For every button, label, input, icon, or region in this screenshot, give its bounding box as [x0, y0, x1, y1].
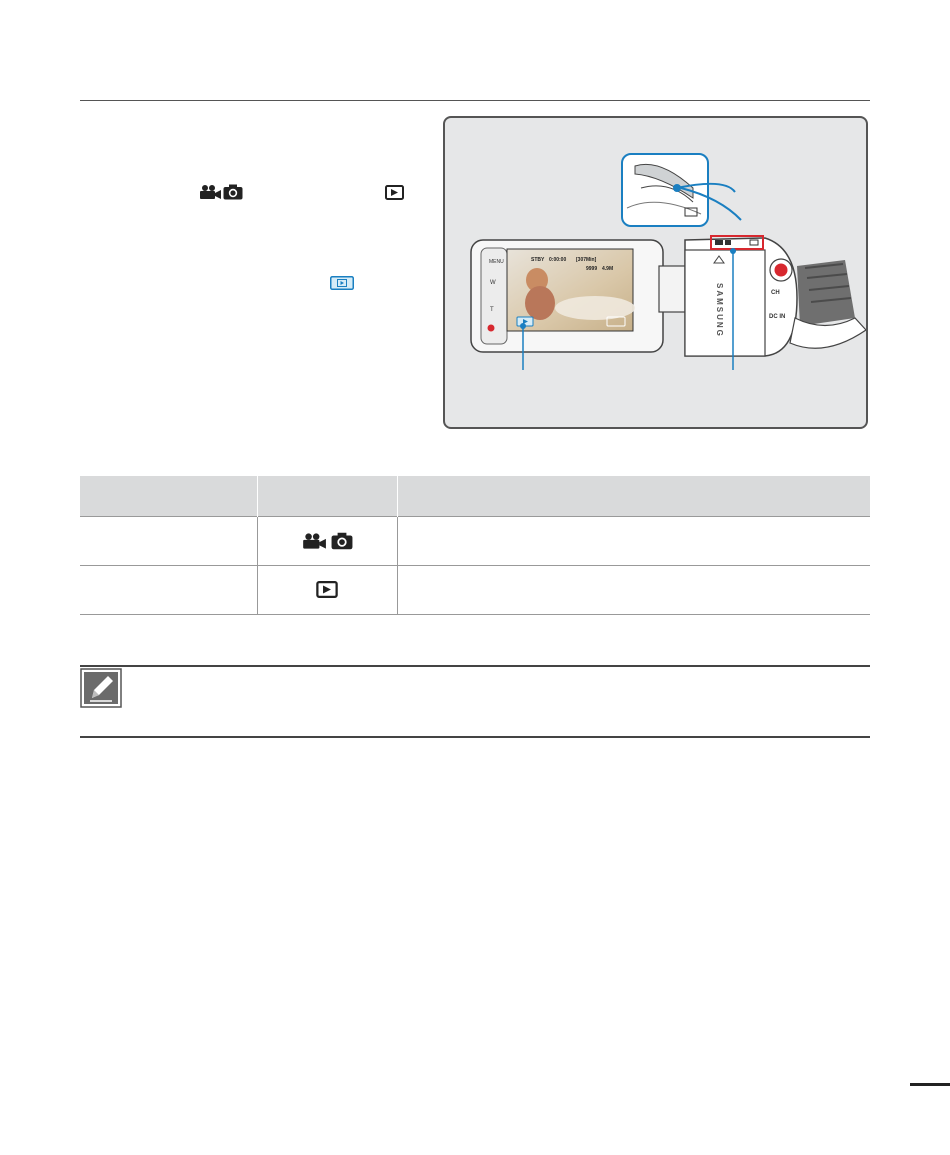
camera-icon [331, 532, 353, 550]
table-cell-icons [257, 566, 397, 615]
mode-table [80, 476, 870, 615]
play-icon [385, 185, 404, 200]
lcd-status: STBY [531, 257, 545, 263]
table-row [80, 566, 870, 615]
camcorder-figure [443, 116, 868, 429]
dc-in-label: DC IN [769, 314, 786, 320]
note-pencil-icon [80, 668, 122, 708]
table-cell-description [397, 517, 870, 566]
lcd-counter: 9999 [586, 266, 598, 272]
lcd-w-label: W [490, 280, 496, 286]
video-camera-icon [198, 184, 222, 200]
table-header-indicator [257, 476, 397, 517]
table-cell-mode [80, 517, 257, 566]
page-marker [910, 1083, 950, 1086]
lcd-remaining: [307Min] [576, 257, 597, 263]
table-cell-description [397, 566, 870, 615]
ch-jack-label: CH [771, 290, 780, 296]
table-cell-mode [80, 566, 257, 615]
camera-icon [223, 184, 243, 200]
note-bottom-rule [80, 736, 870, 738]
table-header-description [397, 476, 870, 517]
video-camera-icon [301, 532, 327, 550]
lcd-time: 0:00:00 [549, 257, 567, 263]
play-icon [316, 581, 338, 598]
table-header-mode [80, 476, 257, 517]
brand-label: SAMSUNG [715, 283, 724, 338]
play-button-icon [330, 276, 354, 290]
camcorder-illustration [445, 118, 866, 427]
header-rule [80, 100, 870, 101]
table-row [80, 517, 870, 566]
lcd-menu-label: MENU [489, 259, 504, 265]
lcd-t-label: T [490, 307, 494, 313]
note-top-rule [80, 665, 870, 667]
lcd-quality: 4.9M [602, 266, 614, 272]
table-cell-icons [257, 517, 397, 566]
